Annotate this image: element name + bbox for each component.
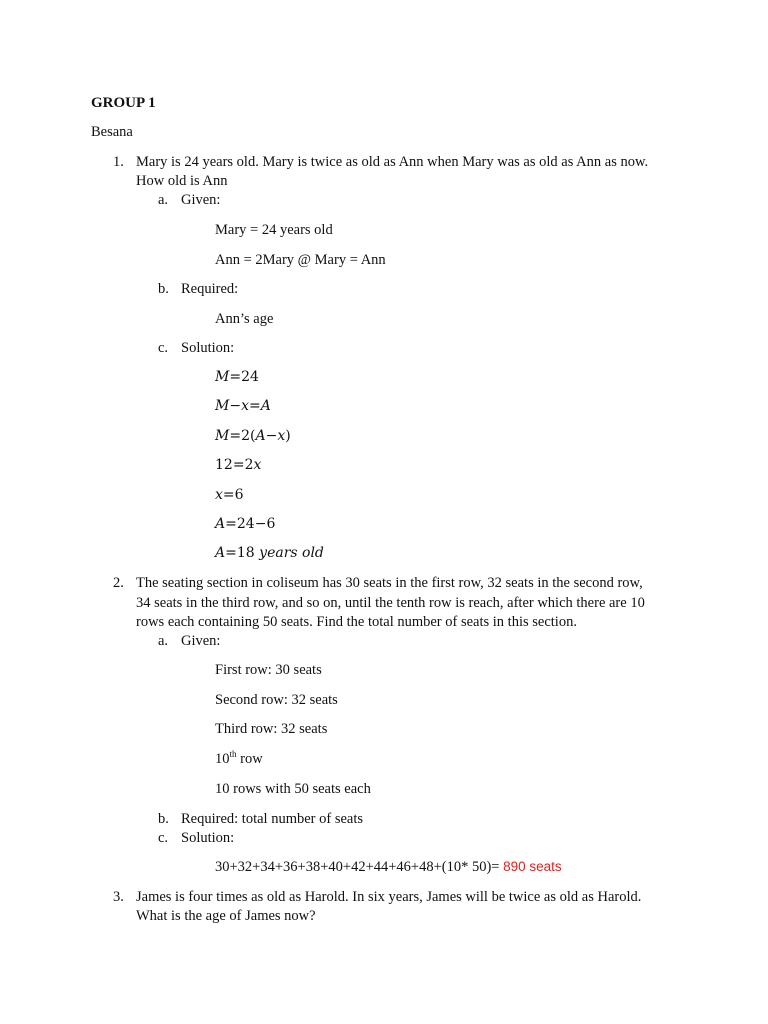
group-title: GROUP 1 <box>91 95 156 111</box>
solution-step: A=24−6 <box>215 516 276 532</box>
problem-1-required-marker: b. <box>158 281 169 297</box>
solution-step: 12=2x <box>215 457 262 473</box>
problem-2-text-line-2: 34 seats in the third row, and so on, until the tenth row is reach, after which there are 10 <box>136 595 645 611</box>
solution-expression: 30+32+34+36+38+40+42+44+46+48+(10* 50)= <box>215 859 500 875</box>
problem-1-given-item: Mary = 24 years old <box>215 222 333 238</box>
problem-3-text-line-1: James is four times as old as Harold. In six years, James will be twice as old as Harold. <box>136 889 642 905</box>
problem-2-given-item: First row: 30 seats <box>215 662 322 678</box>
problem-1-solution-label: Solution: <box>181 340 235 356</box>
problem-1-given-label: Given: <box>181 192 221 208</box>
solution-step: x=6 <box>215 487 244 503</box>
problem-2-given-item-tenth-row <box>215 749 263 767</box>
problem-2-solution-label: Solution: <box>181 830 235 846</box>
problem-1-given-marker: a. <box>158 192 169 208</box>
problem-2-given-item: Third row: 32 seats <box>215 721 328 737</box>
problem-1-solution-marker: c. <box>158 340 169 356</box>
problem-1-given-item: Ann = 2Mary @ Mary = Ann <box>215 252 386 268</box>
row-word: row <box>236 751 263 767</box>
problem-2-text-line-1: The seating section in coliseum has 30 seats in the first row, 32 seats in the second row, <box>136 575 643 591</box>
ordinal-suffix: th <box>229 749 237 759</box>
solution-step: M=24 <box>215 369 259 385</box>
problem-2-text-line-3: rows each containing 50 seats. Find the total number of seats in this section. <box>136 614 577 630</box>
problem-1-required-value: Ann’s age <box>215 311 274 327</box>
problem-2-required-text: Required: total number of seats <box>181 811 364 827</box>
problem-2-given-item: Second row: 32 seats <box>215 692 338 708</box>
problem-2-given-item: 10 rows with 50 seats each <box>215 781 371 797</box>
problem-2-given-marker: a. <box>158 633 169 649</box>
problem-1-text-line-2: How old is Ann <box>136 173 228 189</box>
problem-3-text-line-2: What is the age of James now? <box>136 908 316 924</box>
problem-1-required-label: Required: <box>181 281 239 297</box>
problem-2-number: 2. <box>113 575 124 591</box>
problem-3-number: 3. <box>113 889 124 905</box>
problem-1-number: 1. <box>113 154 124 170</box>
solution-step: A=18 years old <box>215 545 324 561</box>
problem-1-text-line-1: Mary is 24 years old. Mary is twice as old as Ann when Mary was as old as Ann as now. <box>136 154 649 170</box>
problem-2-required-marker: b. <box>158 811 169 827</box>
solution-step: M=2(A−x) <box>215 428 291 444</box>
problem-2-given-label: Given: <box>181 633 221 649</box>
author-name: Besana <box>91 124 133 140</box>
tenth-number: 10 <box>215 751 230 767</box>
problem-2-solution-line <box>215 860 562 875</box>
solution-answer: 890 seats <box>503 859 562 874</box>
problem-2-solution-marker: c. <box>158 830 169 846</box>
solution-step: M−x=A <box>215 398 271 414</box>
